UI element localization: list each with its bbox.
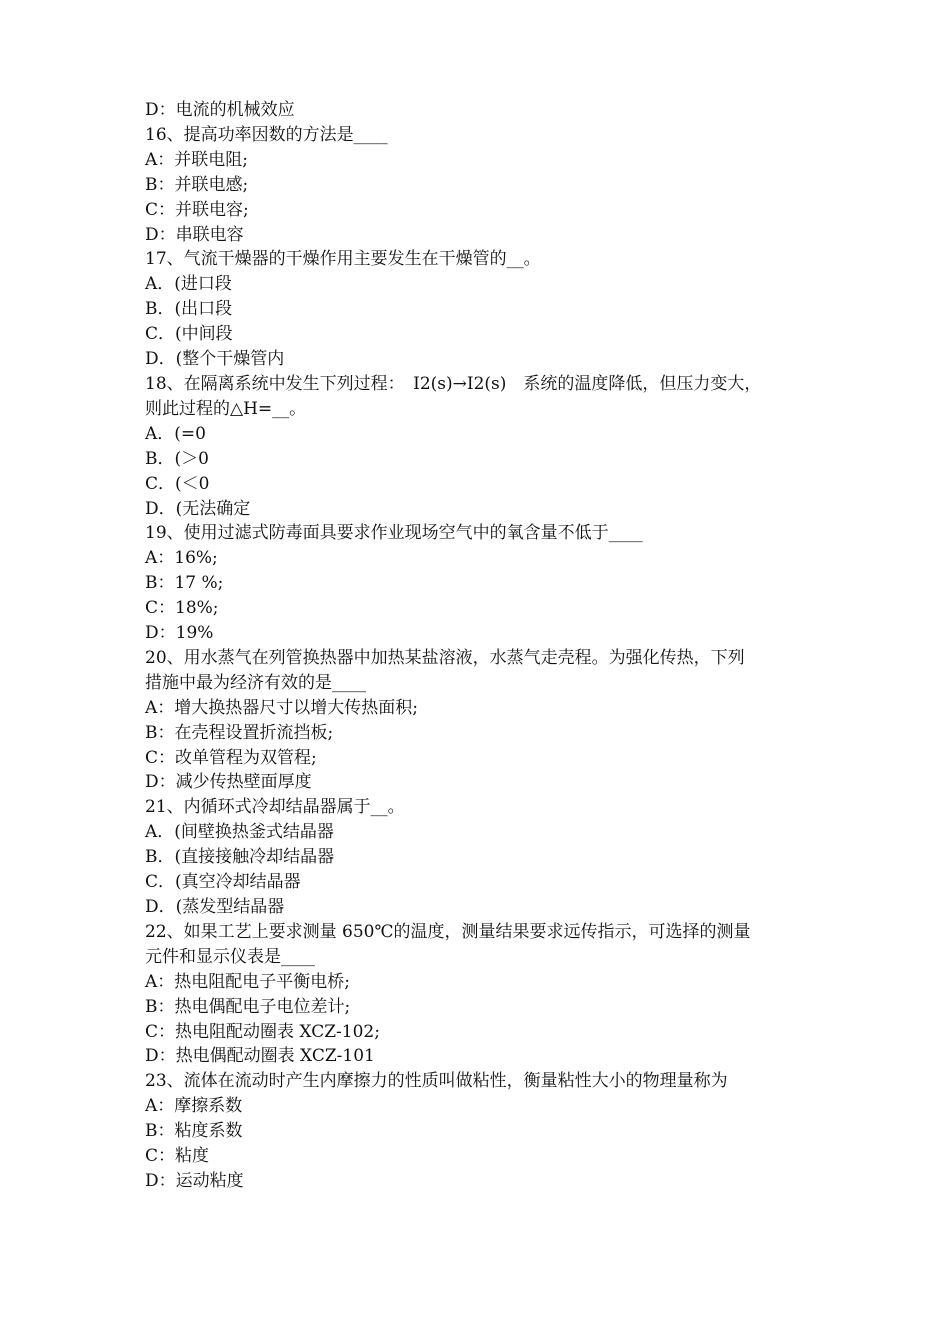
option-line: B．(＞0 xyxy=(145,448,209,469)
document-body xyxy=(145,98,815,1194)
option-line: B．(直接接触冷却结晶器 xyxy=(145,847,335,868)
question-stem: 22、如果工艺上要求测量 650℃的温度，测量结果要求远传指示，可选择的测量 xyxy=(145,921,751,942)
option-line: A：16%; xyxy=(145,548,218,569)
option-line: B：在壳程设置折流挡板; xyxy=(145,722,334,743)
option-line: D：19% xyxy=(145,623,214,644)
option-line: C．(中间段 xyxy=(145,324,233,345)
option-line: D．(蒸发型结晶器 xyxy=(145,897,285,917)
option-line: C：热电阻配动圈表 XCZ-102; xyxy=(145,1021,380,1042)
question-stem: 17、气流干燥器的干燥作用主要发生在干燥管的__。 xyxy=(145,249,541,270)
question-stem-continuation: 元件和显示仪表是____ xyxy=(145,946,315,967)
option-line: D：串联电容 xyxy=(145,224,244,245)
option-line: B：热电偶配电子电位差计; xyxy=(145,996,351,1017)
option-line: A：并联电阻; xyxy=(145,149,249,170)
option-line: C．(真空冷却结晶器 xyxy=(145,872,301,893)
option-line: A．(间壁换热釜式结晶器 xyxy=(145,822,334,843)
option-line: D：热电偶配动圈表 XCZ-101 xyxy=(145,1046,375,1067)
question-stem: 23、流体在流动时产生内摩擦力的性质叫做粘性，衡量粘性大小的物理量称为 xyxy=(145,1071,728,1092)
option-line: D．(整个干燥管内 xyxy=(145,349,285,370)
option-line: C：改单管程为双管程; xyxy=(145,747,317,768)
question-stem: 20、用水蒸气在列管换热器中加热某盐溶液，水蒸气走壳程。为强化传热，下列 xyxy=(145,647,745,668)
option-line: B：17 %; xyxy=(145,573,224,594)
question-stem: 21、内循环式冷却结晶器属于__。 xyxy=(145,797,405,818)
question-stem: 16、提高功率因数的方法是____ xyxy=(145,124,388,145)
option-line: A．(=0 xyxy=(145,423,206,444)
option-line: C：粘度 xyxy=(145,1146,210,1167)
option-line: C：18%; xyxy=(145,598,219,619)
question-stem-continuation: 则此过程的△H=__。 xyxy=(145,398,307,419)
option-line: A：增大换热器尺寸以增大传热面积; xyxy=(145,697,419,718)
option-line: B：并联电感; xyxy=(145,174,249,195)
option-line: A．(进口段 xyxy=(145,274,232,295)
option-line: D：运动粘度 xyxy=(145,1170,244,1191)
option-line: D．(无法确定 xyxy=(145,498,251,519)
question-stem: 18、在隔离系统中发生下列过程： I2(s)→I2(s) 系统的温度降低，但压力变大， xyxy=(145,373,762,394)
option-line: D：减少传热壁面厚度 xyxy=(145,772,312,793)
option-line: B．(出口段 xyxy=(145,299,233,320)
option-line: D：电流的机械效应 xyxy=(145,100,295,120)
question-stem: 19、使用过滤式防毒面具要求作业现场空气中的氧含量不低于____ xyxy=(145,523,643,544)
question-stem-continuation: 措施中最为经济有效的是____ xyxy=(145,672,366,693)
option-line: C：并联电容; xyxy=(145,199,249,220)
option-line: A：热电阻配电子平衡电桥; xyxy=(145,971,351,992)
option-line: A：摩擦系数 xyxy=(145,1096,243,1117)
option-line: B：粘度系数 xyxy=(145,1121,243,1142)
option-line: C．(＜0 xyxy=(145,473,210,494)
